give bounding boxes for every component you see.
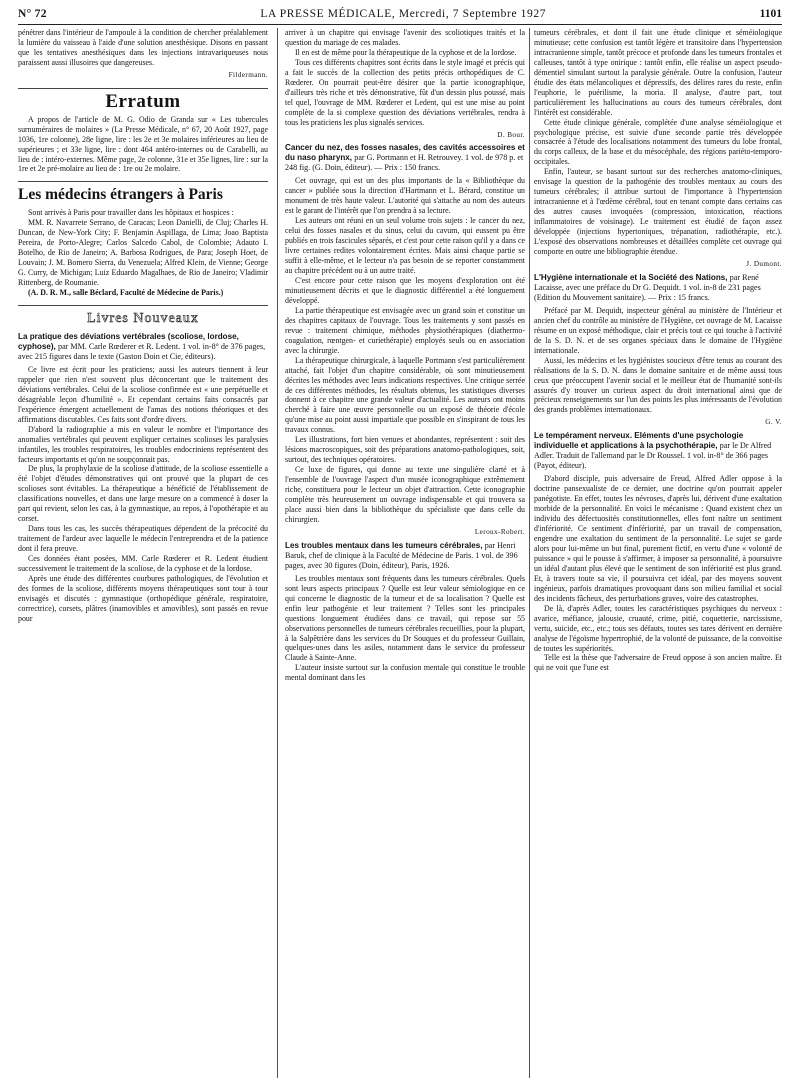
review-paragraph: Dans tous les cas, les succès thérapeutiques dépendent de la précocité du traitement de l'ardeur avec laquelle le médecin l'entreprendra et de la patience dont il fera preuve. (18, 524, 268, 554)
column-1 (18, 28, 268, 1080)
intro-paragraph: pénétrer dans l'intérieur de l'ampoule à la condition de chercher préalablement la lumière du vaisseau à l'aide d'une solution anesthésique. Disons en passant que les tentatives anesthésiques dans les injections intravariqueuses nous paraissent aussi illusoires que dangereuses. (18, 28, 268, 67)
review-paragraph: Les troubles mentaux sont fréquents dans les tumeurs cérébrales. Quels sont leurs aspects principaux ? Quelle est leur valeur sémiologique en ce qui concerne le diagnostic de la tumeur et de sa localisation ? Quelle est enfin leur pathogénie et leur traitement ? Telles sont les principales questions longuement étudiées dans ce travail, qui repose sur 55 observations personnelles de tumeurs cérébrales recueillies, pour la plupart, à la Salpêtrière dans les services du Dr Souques et du professeur Guillain, quelques-unes dans les asiles, notamment dans le service du professeur Claude à Sainte-Anne. (285, 573, 525, 663)
book-meta: par MM. Carle Rœderer et R. Ledent. 1 vol. in-8° de 376 pages, avec 215 figures dans le texte (Gaston Doin et Cie, éditeurs). (18, 341, 266, 361)
medecins-list: MM. R. Navarrete Serrano, de Caracas; Leon Danielli, de Cluj; Charles H. Duncan, de New-York City; F. Benjamin Aspillaga, de Lima; Joao Baptista Pereira, de Porto-Alegre; Carlos Salcedo Cabol, de Colombie; Adauto I. Botelho, de Rio de Janeiro; A. Barbosa Rodrigues, de Para; Joseph Hoet, de Louvain; J. M. Bomero Sierra, du Venezuela; Alfred Klein, de Vienne; George G. Curry, de Michigan; Luiz Eduardo Magalhaes, de Rio de Janeiro; Vladimir Rittenberg, de Roumanie. (18, 218, 268, 288)
medecins-footer: (A. D. R. M., salle Béclard, Faculté de Médecine de Paris.) (28, 288, 224, 298)
book-heading (285, 541, 525, 571)
review-paragraph: L'auteur insiste surtout sur la confusion mentale qui constitue le trouble mental dominant dans les (285, 663, 525, 683)
book-meta: par G. Portmann et H. Retrouvey. 1 vol. de 978 p. et 248 fig. (G. Doin, éditeur). — Prix : 150 francs. (285, 153, 524, 173)
review-paragraph: D'abord la radiographie a mis en valeur le nombre et l'importance des anomalies vertébrales qui peuvent expliquer certaines scolioses les paralysies infantiles, les troubles respiratoires, les troubles endocriniens représentent des facteurs importants et qu'on ne soupçonnait pas. (18, 424, 268, 464)
review-paragraph: tumeurs cérébrales, et dont il fait une étude clinique et séméiologique minutieuse; cette confusion est tantôt légère et transitoire dans l'hypertension intracranienne simple, tantôt précoce et profonde dans les tumeurs frontales et calleuses, tantôt à type onirique : tantôt enfin, elle réalise un aspect pseudo-démentiel simulant surtout la paralysie générale. Outre la confusion, l'auteur étudie des états mélancoliques et dépressifs, des délires rares du reste, enfin l'euphorie, le puérilisme, la moria. Il analyse, d'autre part, tout particulièrement les hallucinations au cours des tumeurs cérébrales, dont l'intérêt est considérable. (534, 28, 782, 117)
medecins-heading: Les médecins étrangers à Paris (18, 186, 223, 204)
book-heading (534, 273, 782, 303)
medecins-intro: Sont arrivés à Paris pour travailler dans les hôpitaux et hospices : (28, 208, 234, 218)
review-paragraph: Aussi, les médecins et les hygiénistes soucieux d'être tenus au courant des réalisations de la S. D. N. dans le domaine sanitaire et de même aussi tous ceux que préoccupent l'avenir social et le meilleur état de l'humanité sont-ils assurés d'y trouver un curieux aspect du droit international ainsi que de précieux renseignements sur l'un des points les plus intéressants de l'évolution des grands problèmes internationaux. (534, 355, 782, 415)
review-paragraph: Cette étude clinique générale, complétée d'une analyse séméiologique et psychologique précise, est suivie d'une seconde partie très développée consacrée à l'étude des localisations notamment des tumeurs du lobe frontal, du corps calleux, de la base et du mésocéphale, des régions pariéto-temporo-occipitales. (534, 117, 782, 167)
review-signature: J. Dumont. (746, 259, 782, 268)
intro-signature: Fildermann. (228, 70, 268, 79)
erratum-heading: Erratum (105, 90, 181, 112)
book-title: La pratique des déviations vertébrales (scoliose, lordose, cyphose), (18, 331, 239, 351)
review-paragraph: Cet ouvrage, qui est un des plus importants de la « Bibliothèque du cancer » publiée sous la direction d'Hartmann et L. Bérard, constitue un monument de très haute valeur. L'autorité qui s'attache au nom des auteurs est le garant de l'intérêt que l'on prendra à sa lecture. (285, 176, 525, 216)
review-paragraph: Préfacé par M. Dequidt, inspecteur général au ministère de l'Intérieur et ancien chef du contrôle au ministère de l'Hygiène, cet ouvrage de M. Lacaisse résume en un exposé méthodique, clair et précis tout ce qui touche à l'activité de la S. D. N. et de ses organes spéciaux dans le domaine de l'Hygiène internationale. (534, 305, 782, 355)
review-paragraph: Tous ces différents chapitres sont écrits dans le style imagé et précis qui a fait le succès de la collection des petits précis orthopédiques de C. Rœderer. On pourrait peut-être désirer que la partie iconographique, d'ailleurs très riche et très démonstrative, fût d'un dessin plus poussé, mais tel quel, l'ouvrage de MM. Rœderer et Ledent, qui est une mise au point complète de la si complexe question des déviations vertébrales, rendra à tous les praticiens les plus signalés services. (285, 57, 525, 127)
review-paragraph: Après une étude des différentes courbures pathologiques, de l'évolution et des formes de la scoliose, différents moyens thérapeutiques sont tour à tour envisagés et discutés : gymnastique (orthopédique générale, respiratoire, correctrice), corsets, plâtres (inamovibles et amovibles), sont passés en revue pour (18, 573, 268, 623)
review-paragraph: Les auteurs ont réuni en un seul volume trois sujets : le cancer du nez, celui des fosses nasales et du sinus, celui du cavum, qui eussent pu être publiés en trois fascicules séparés, et c'est pour cette raison qu'il y a dans ce livre certaines redites volontairement écrites. Mais ainsi chaque partie se suffit à elle-même, et le lecteur n'a pas besoin de se reporter constamment au chapitre précédent ou à un autre traité. (285, 216, 525, 276)
book-title: Cancer du nez, des fosses nasales, des cavités accessoires et du naso pharynx, (285, 143, 525, 163)
review-paragraph: Ce luxe de figures, qui donne au texte une singulière clarté et à l'ensemble de l'ouvrage l'aspect d'un musée iconographique extrêmement riche, constituera pour le lecteur un objet d'attraction. Cette iconographie complète très heureusement un ouvrage indispensable et qui trouvera sa place aussi bien dans la bibliothèque du spécialiste que dans celle du chirurgien. (285, 465, 525, 524)
erratum-text: A propos de l'article de M. G. Odio de Granda sur « Les tubercules surnuméraires de molaires » (La Presse Médicale, n° 67, 20 Août 1927, page 1036, 1re colonne), 28e ligne, lire : les 2e et 3e molaires inférieures au lieu de supérieures ; et 33e ligne, lire : dont 464 antéro-internes ou de Carabelli, au lieu de : intéro-externes. Même page, 2e colonne, 31e et 35e lignes, lire : sur la 1re et 2e pré-molaire au lieu de : 1re ou 2e molaire. (18, 114, 268, 174)
column-2 (285, 28, 525, 1080)
book-heading (285, 143, 525, 173)
book-title: Le tempérament nerveux. Eléments d'une psychologie individuelle et applications à la psychothérapie, (534, 431, 744, 451)
review-paragraph: Il en est de même pour la thérapeutique de la cyphose et de la lordose. (295, 47, 517, 57)
book-title: Les troubles mentaux dans les tumeurs cérébrales, (285, 540, 483, 550)
column-divider-2 (529, 28, 530, 1078)
separator (18, 305, 268, 306)
page-number: 1101 (759, 8, 782, 20)
review-paragraph: arriver à un chapitre qui envisage l'avenir des scoliotiques traités et la question du mariage de ces malades. (285, 28, 525, 47)
page-header (18, 4, 782, 25)
review-paragraph: La partie thérapeutique est envisagée avec un grand soin et constitue un des chapitres capitaux de l'ouvrage. Tous les traitements y sont passés en revue : traitement chimique, méthodes physiothérapiques (diathermo-coagulation, rœntgen- et curiethérapie) employés seuls ou en association avec la chirurgie. (285, 305, 525, 355)
book-meta: par le Dr Alfred Adler. Traduit de l'allemand par le Dr Roussel. 1 vol. in-8° de 366 pages (Payot, éditeur). (534, 441, 772, 471)
separator (18, 88, 268, 89)
issue-number: N° 72 (18, 8, 47, 20)
review-paragraph: Les illustrations, fort bien venues et abondantes, représentent : soit des lésions macroscopiques, soit des préparations anatomo-pathologiques, soit, surtout, des techniques opératoires. (285, 435, 525, 465)
review-paragraph: Telle est la thèse que l'adversaire de Freud oppose à son ancien maître. Et qui ne voit que l'une est (534, 653, 782, 673)
review-paragraph: D'abord disciple, puis adversaire de Freud, Alfred Adler oppose à la doctrine pansexualiste de ce dernier, une doctrine qu'on pourrait appeler panégotiste. En effet, toutes les névroses, d'après lui, dérivent d'une exaltation morbide de la personnalité. En voici le mécanisme : Quand existent chez un individu des défectuosités constitutionnelles, elles font naître un sentiment d'infériorité. Ce sentiment d'infériorité, par un travail de compensation, engendre une exaltation du sentiment de la personnalité. Le sujet se garde alors pour lui-même un but final, purement fictif, en vertu d'une « volonté de puissance » qui le pousse à s'affirmer, à imposer sa personnalité, à poursuivre un idéal d'autant plus élevé que le sentiment de son infériorité est plus grand. Et, à travers toute sa vie, il poursuivra cet idéal, par des moyens souvent ingénieux, parfois dramatiques provoquant dans son milieu familial et social des incidents fâcheux, des perturbations graves, voire des catastrophes. (534, 474, 782, 603)
livres-heading: Livres Nouveaux (87, 310, 199, 326)
book-meta: par René Lacaisse, avec une préface du Dr G. Dequidt. 1 vol. in-8 de 231 pages (Edition du Mouvement sanitaire). — Prix : 15 francs. (534, 272, 761, 302)
review-paragraph: La thérapeutique chirurgicale, à laquelle Portmann s'est particulièrement attaché, fait l'objet d'un chapitre considérable, où sont minutieusement décrites les méthodes avec leurs indications respectives. Une critique serrée de ces différentes méthodes, les résultats obtenus, les statistiques diverses donnent à ce chapitre une grande valeur d'actualité. Les auteurs ont moins cherché à faire une œuvre personnelle ou un exposé de théorie d'école qu'une mise au point aussi impartiale que possible en s'inspirant de tous les travaux connus. (285, 355, 525, 435)
journal-title: LA PRESSE MÉDICALE, Mercredi, 7 Septembre 1927 (260, 8, 547, 20)
review-paragraph: Enfin, l'auteur, se basant surtout sur des recherches anatomo-cliniques, envisage la question de la pathogénie des troubles mentaux au cours des tumeurs cérébrales; il attribue surtout de l'importance à l'hypertension intracranienne et à l'œdème cérébral, tout en tenant compte dans certains cas des autres causes invoquées (compression, intoxication, réactions inflammatoires de voisinage). Le traitement est étudié de façon assez développée (injections hypertoniques, trépanation, radiothérapie, etc.). L'exposé des observations nombreuses et détaillées complète cet ouvrage qui comporte en outre une bibliographie étendue. (534, 167, 782, 256)
review-signature: Leroux-Robert. (474, 527, 525, 536)
review-paragraph: C'est encore pour cette raison que les moyens d'exploration ont été minutieusement décrits et que le diagnostic différentiel a été longuement développé. (285, 276, 525, 305)
review-paragraph: Ce livre est écrit pour les praticiens; aussi les auteurs tiennent à leur rappeler que rien n'est souvent plus déconcertant que le traitement des déviations vertébrales. Celui de la scoliose confirmée est « une perpétuelle et désagréable leçon d'humilité ». Et cependant certains faits consacrés par l'expérience émergent actuellement de l'amas des notions théoriques et des affirmations discutables. Ces faits sont d'ordre divers. (18, 364, 268, 424)
book-heading (534, 431, 782, 471)
review-paragraph: De plus, la prophylaxie de la scoliose d'attitude, de la scoliose essentielle a été l'objet d'études démonstratives qui ont prouvé que la plupart de ces scolioses sont évitables. La thérapeutique a bénéficié de l'établissement de classifications nouvelles, et dans une large mesure on a commencé à doser la part qui revient, selon les cas, à la gymnastique, au repos, à l'opothérapie et au corset. (18, 464, 268, 524)
review-signature: G. V. (765, 418, 782, 427)
separator (18, 181, 268, 182)
book-title: L'Hygiène internationale et la Société des Nations, (534, 272, 728, 282)
column-divider-1 (277, 28, 278, 1078)
book-meta: par Henri Baruk, chef de clinique à la Faculté de Médecine de Paris. 1 vol. de 396 pages, avec 30 figures (Doin, éditeur), Paris, 1926. (285, 540, 518, 570)
review-paragraph: De là, d'après Adler, toutes les caractéristiques psychiques du nerveux : avarice, méfiance, jalousie, cruauté, crime, pitié, coquetterie, narcissisme, vertu, suicide, etc., etc.; tous ses défauts, toutes ses tares dérivent en dernière analyse de l'égoïsme hypertrophié, de la volonté de puissance, de la convoitise de toutes les supériorités. (534, 603, 782, 653)
review-paragraph: Ces données étant posées, MM. Carle Rœderer et R. Ledent étudient successivement le traitement de la scoliose, de la cyphose et de la lordose. (18, 554, 268, 573)
column-3 (534, 28, 782, 1080)
book-heading (18, 332, 268, 362)
review-signature: D. Bour. (497, 130, 525, 139)
